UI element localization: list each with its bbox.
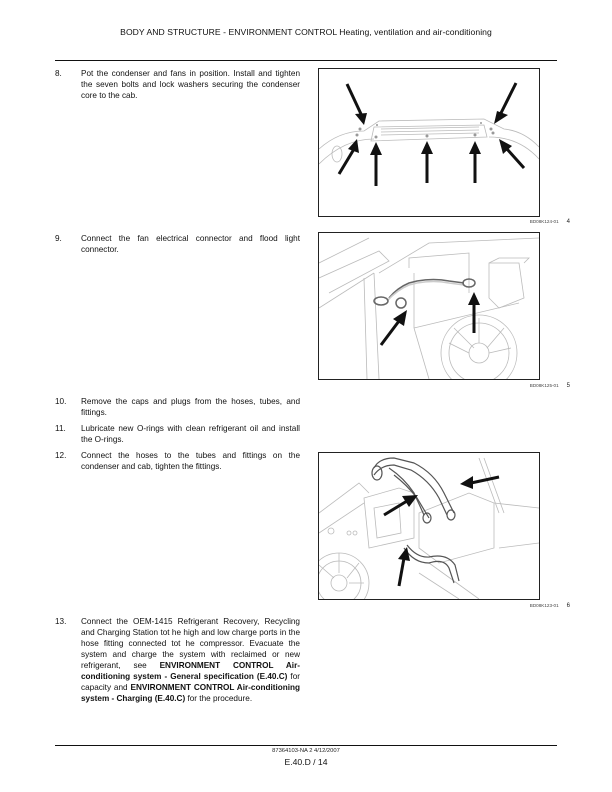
step-13-text-c: for capacity and: [81, 672, 300, 692]
step-10: [55, 396, 300, 418]
step-13-text-e: for the procedure.: [185, 694, 253, 703]
figure-4-caption: [440, 219, 570, 225]
hose-connections-illustration: [319, 453, 539, 599]
figure-number: 6: [566, 603, 570, 609]
figure-5-fan-connector: [318, 232, 540, 380]
step-text: Connect the hoses to the tubes and fittings on the condenser and cab, tighten the fittings.: [81, 451, 300, 471]
condenser-illustration: [319, 69, 539, 216]
figure-number: 5: [566, 383, 570, 389]
header-rule: [55, 60, 557, 61]
figure-5-caption: [440, 383, 570, 389]
figure-6-caption: [440, 603, 570, 609]
step-number: 8.: [55, 69, 62, 78]
step-12: [55, 450, 300, 472]
figure-code: BD08K125-01: [529, 383, 559, 388]
step-number: 12.: [55, 451, 67, 460]
footer-rule: [55, 745, 557, 746]
step-8: [55, 68, 300, 101]
figure-4-condenser: [318, 68, 540, 217]
figure-code: BD08K124-01: [529, 219, 559, 224]
step-number: 9.: [55, 234, 62, 243]
step-13-text-a: Connect the OEM-1415 Refrigerant Recovery, Recycling and Charging Station tot he high and low charge ports in the hose fitting connected tot he compressor. Evacuate the system and charge the system with reclaimed or new refrigerant, see: [81, 617, 300, 670]
step-number: 11.: [55, 424, 66, 433]
step-number: 10.: [55, 397, 67, 406]
step-13: [55, 616, 300, 704]
step-text: Remove the caps and plugs from the hoses, tubes, and fittings.: [81, 397, 300, 417]
reference-general-specification[interactable]: ENVIRONMENT CONTROL Air-conditioning system - General specification (E.40.C): [81, 661, 300, 681]
fan-connector-illustration: [319, 233, 539, 379]
reference-charging[interactable]: ENVIRONMENT CONTROL Air-conditioning system - Charging (E.40.C): [81, 683, 300, 703]
step-text: Pot the condenser and fans in position. Install and tighten the seven bolts and lock washers securing the condenser core to the cab.: [81, 69, 300, 100]
step-text: [81, 616, 300, 704]
figure-code: BD08K123-01: [529, 603, 559, 608]
step-text: Connect the fan electrical connector and flood light connector.: [81, 234, 300, 254]
figure-number: 4: [566, 219, 570, 225]
step-text: Lubricate new O-rings with clean refrigerant oil and install the O-rings.: [81, 424, 300, 444]
step-9: [55, 233, 300, 255]
page-header-title: BODY AND STRUCTURE - ENVIRONMENT CONTROL Heating, ventilation and air-conditioning: [120, 27, 492, 37]
figure-6-hose-connections: [318, 452, 540, 600]
step-number: 13.: [55, 617, 67, 626]
footer-doc-code: 87364103-NA 2 4/12/2007: [272, 748, 340, 754]
footer-page-number: E.40.D / 14: [284, 757, 328, 767]
step-11: [55, 423, 300, 445]
